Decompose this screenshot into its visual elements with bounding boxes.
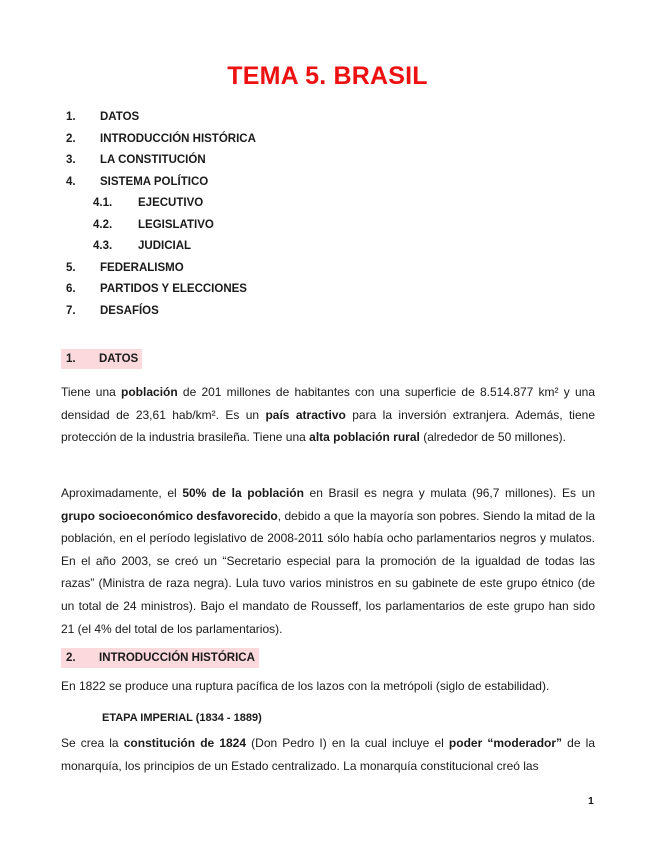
toc-number: 7. [66, 304, 76, 317]
text-run: para la inversión extranjera. Además, tiene protección de la industria brasileña. Tiene una [61, 407, 595, 445]
toc-number: 4.2. [93, 218, 113, 231]
toc-label: DATOS [100, 111, 140, 123]
section-number: 2. [66, 652, 76, 664]
bold-text: país atractivo [265, 407, 346, 422]
toc-label: DESAFÍOS [100, 304, 159, 317]
toc-number: 4. [66, 175, 76, 188]
text-run: , debido a que la mayoría son pobres. Siendo la mitad de la población, en el período legislativo de 2008-2011 sólo había ocho parlamentarios negros y mulatos. En el año 2003, se creó un “Secretario especial para la promoción de la igualdad de todas las razas” (Ministra de raza negra). Lula tuvo varios ministros en su gabinete de este grupo étnico (de un total de 24 ministros). Bajo el mandato de Rousseff, los parlamentarios de este grupo han sido 21 (el 4% del total de los parlamentarios). [61, 508, 595, 636]
text-run: de la monarquía, los principios de un Estado centralizado. La monarquía constitucional creó las [61, 736, 595, 773]
paragraph-population [61, 381, 595, 449]
table-of-contents [66, 108, 606, 323]
toc-label: SISTEMA POLÍTICO [100, 175, 209, 188]
bold-text: poder “moderador” [448, 736, 563, 750]
bold-text: constitución de 1824 [123, 736, 247, 750]
toc-item [66, 130, 606, 152]
toc-number: 4.3. [93, 240, 113, 252]
toc-number: 4.1. [93, 197, 113, 209]
toc-label: LEGISLATIVO [138, 218, 214, 231]
toc-subitem [66, 194, 606, 216]
toc-label: FEDERALISMO [100, 261, 184, 274]
section-number: 1. [66, 353, 76, 365]
toc-item [66, 302, 606, 324]
toc-item [66, 280, 606, 302]
bold-text: grupo socioeconómico desfavorecido [61, 508, 278, 523]
toc-item [66, 151, 606, 173]
toc-subitem [66, 237, 606, 259]
toc-number: 3. [66, 154, 76, 166]
subheading-etapa-imperial: ETAPA IMPERIAL (1834 - 1889) [102, 712, 262, 724]
bold-text: población [121, 385, 178, 399]
text-run: En 1822 se produce una ruptura pacífica de los lazos con la metrópoli (siglo de estabilidad). [61, 679, 550, 693]
toc-label: INTRODUCCIÓN HISTÓRICA [100, 132, 256, 145]
text-run: (alrededor de 50 millones). [419, 430, 566, 445]
section-heading-introduccion [61, 648, 259, 668]
toc-label: LA CONSTITUCIÓN [100, 154, 206, 166]
text-run: Se crea la [61, 736, 124, 750]
toc-item [66, 259, 606, 281]
text-run: Aproximadamente, el [61, 486, 183, 500]
toc-subitem [66, 216, 606, 238]
toc-number: 5. [66, 261, 76, 274]
toc-number: 6. [66, 283, 76, 295]
toc-number: 1. [66, 111, 76, 123]
toc-number: 2. [66, 132, 76, 145]
section-heading-datos [61, 349, 142, 369]
paragraph-constitution-1824 [61, 732, 595, 777]
text-run: (Don Pedro I) en la cual incluye el [246, 736, 449, 750]
text-run: de 201 millones de habitantes con una superficie de 8.514.877 km² y una densidad de 23,61 hab/km². Es un [61, 385, 595, 422]
text-run: en Brasil es negra y mulata (96,7 millones). Es un [303, 486, 596, 500]
toc-label: EJECUTIVO [138, 197, 204, 209]
paragraph-independence [61, 675, 595, 698]
paragraph-ethnic-groups [61, 482, 595, 640]
toc-label: JUDICIAL [138, 240, 192, 252]
toc-item [66, 173, 606, 195]
section-label: DATOS [99, 353, 139, 365]
page-title: TEMA 5. BRASIL [227, 62, 428, 90]
text-run: Tiene una [61, 385, 122, 399]
toc-label: PARTIDOS Y ELECCIONES [100, 283, 247, 295]
bold-text: alta población rural [309, 430, 420, 445]
toc-item [66, 108, 606, 130]
section-label: INTRODUCCIÓN HISTÓRICA [99, 652, 255, 664]
page-number: 1 [588, 795, 594, 807]
bold-text: 50% de la población [182, 486, 304, 500]
